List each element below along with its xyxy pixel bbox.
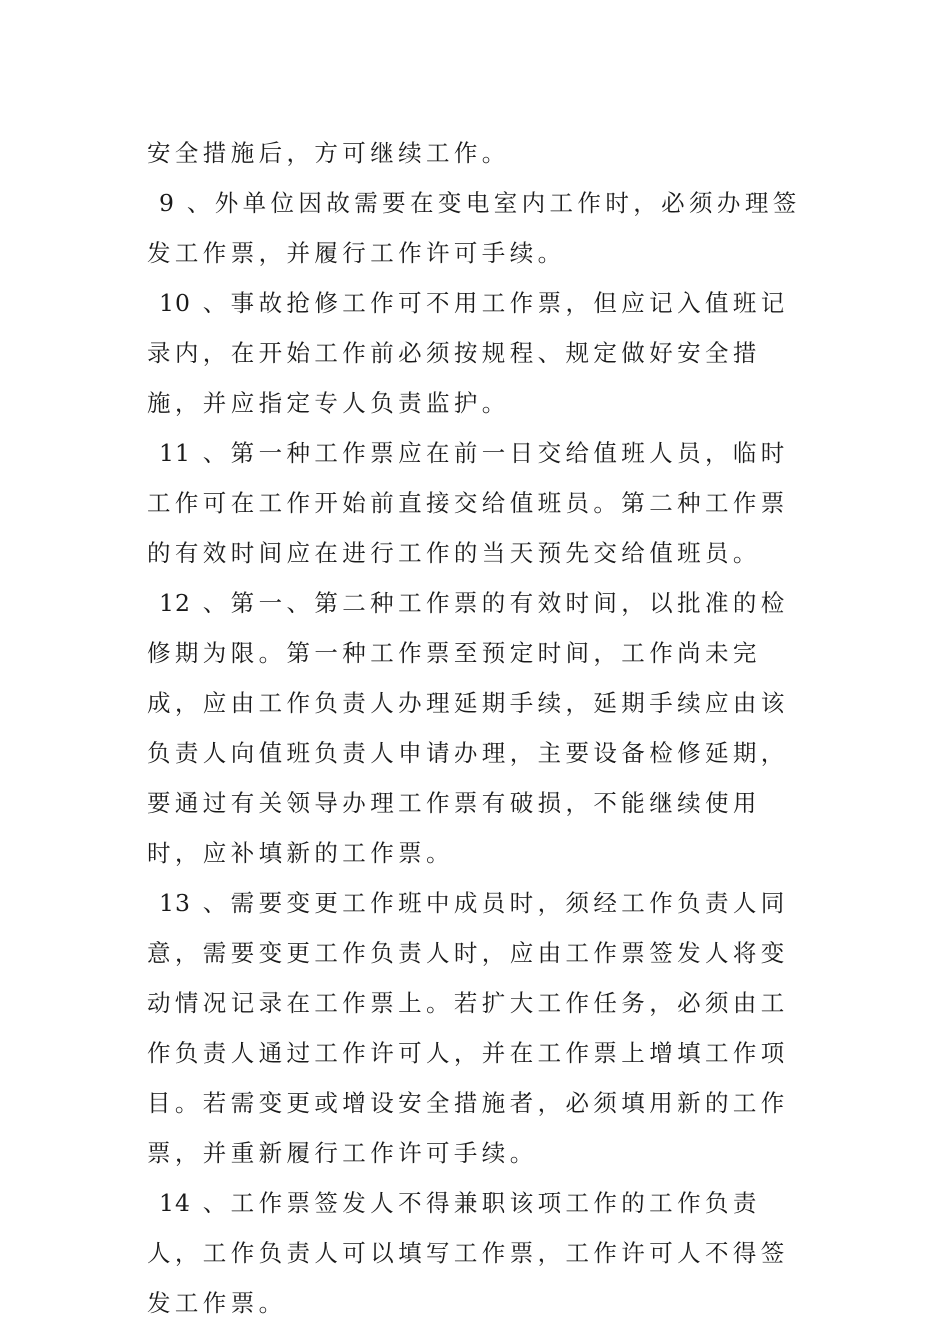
paragraph-text: 、第一种工作票应在前一日交给值班人员，临时工作可在工作开始前直接交给值班员。第二种工作票的有效时间应在进行工作的当天预先交给值班员。 [147, 439, 789, 567]
paragraph-item-13 [147, 878, 812, 1178]
paragraph-item-12 [147, 578, 812, 878]
item-number: 14 [159, 1189, 191, 1217]
paragraph-item-9 [147, 178, 812, 278]
item-number: 13 [159, 889, 191, 917]
paragraph-item-14 [147, 1178, 812, 1328]
item-number: 9 [159, 189, 175, 217]
document-body [147, 128, 812, 1328]
paragraph-text: 、外单位因故需要在变电室内工作时，必须办理签发工作票，并履行工作许可手续。 [147, 189, 801, 267]
paragraph-text: 安全措施后，方可继续工作。 [147, 139, 510, 167]
paragraph-item-11 [147, 428, 812, 578]
paragraph-text: 、事故抢修工作可不用工作票，但应记入值班记录内，在开始工作前必须按规程、规定做好安全措施，并应指定专人负责监护。 [147, 289, 789, 417]
item-number: 12 [159, 589, 191, 617]
item-number: 10 [159, 289, 191, 317]
paragraph-text: 、第一、第二种工作票的有效时间，以批准的检修期为限。第一种工作票至预定时间，工作尚未完成，应由工作负责人办理延期手续，延期手续应由该负责人向值班负责人申请办理，主要设备检修延期，要通过有关领导办理工作票有破损，不能继续使用时，应补填新的工作票。 [147, 589, 789, 867]
item-number: 11 [159, 439, 191, 467]
paragraph-continuation [147, 128, 812, 178]
paragraph-text: 、需要变更工作班中成员时，须经工作负责人同意，需要变更工作负责人时，应由工作票签发人将变动情况记录在工作票上。若扩大工作任务，必须由工作负责人通过工作许可人，并在工作票上增填工作项目。若需变更或增设安全措施者，必须填用新的工作票，并重新履行工作许可手续。 [147, 889, 789, 1167]
paragraph-item-10 [147, 278, 812, 428]
paragraph-text: 、工作票签发人不得兼职该项工作的工作负责人，工作负责人可以填写工作票，工作许可人不得签发工作票。 [147, 1189, 789, 1317]
